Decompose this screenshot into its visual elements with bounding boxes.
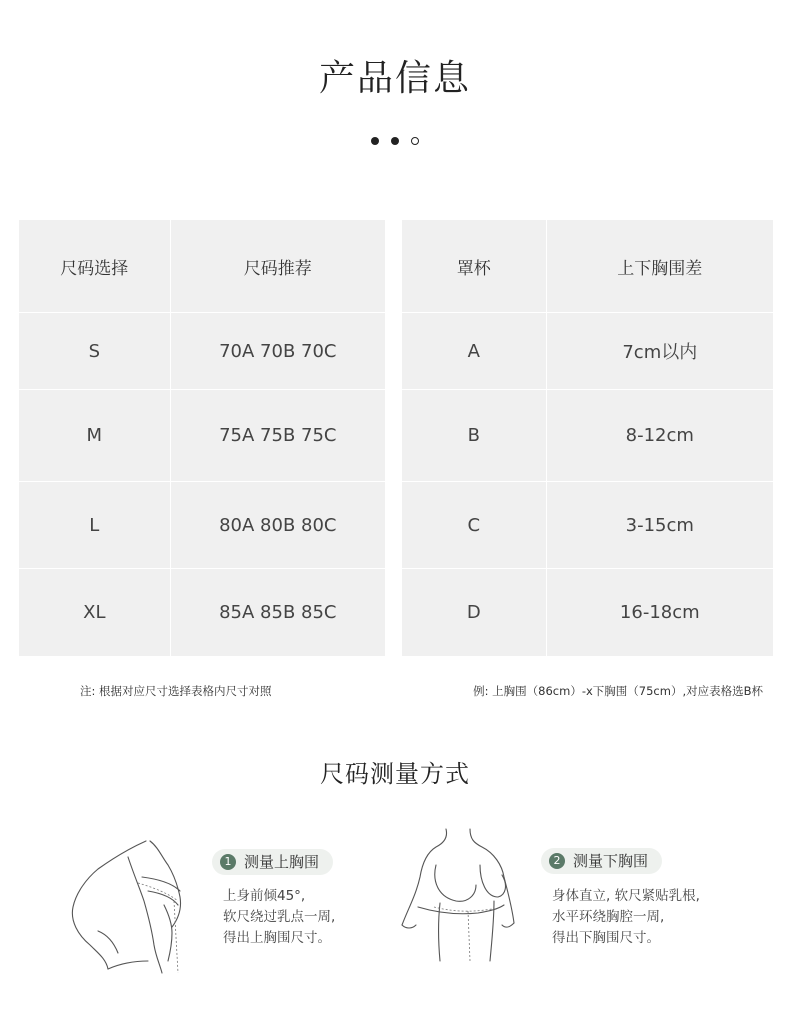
page-title: 产品信息 <box>318 58 471 99</box>
step-2-line: 身体直立, 软尺紧贴乳根, <box>552 888 700 904</box>
step-1-badge <box>212 849 333 875</box>
cup-cell: 3-15cm <box>546 482 773 569</box>
cup-table <box>401 219 774 657</box>
cup-cell: B <box>402 390 547 482</box>
step-2-line: 得出下胸围尺寸。 <box>552 930 660 946</box>
step-1-line: 上身前倾45°, <box>223 888 306 904</box>
size-cell: 75A 75B 75C <box>170 390 385 482</box>
size-header-2: 尺码推荐 <box>170 220 385 313</box>
size-cell: 70A 70B 70C <box>170 313 385 390</box>
dot-hollow <box>411 137 419 145</box>
note-right: 例: 上胸围（86cm）-x下胸围（75cm）,对应表格选B杯 <box>473 684 763 698</box>
size-cell: M <box>19 390 171 482</box>
step-2-description <box>552 886 700 949</box>
step-1-label: 测量上胸围 <box>244 853 320 871</box>
note-left: 注: 根据对应尺寸选择表格内尺寸对照 <box>80 684 272 698</box>
cup-cell: D <box>402 569 547 657</box>
size-cell: 85A 85B 85C <box>170 569 385 657</box>
step-1-number: 1 <box>220 854 236 870</box>
cup-header-2: 上下胸围差 <box>546 220 773 313</box>
measure-title: 尺码测量方式 <box>320 760 470 788</box>
cup-cell: C <box>402 482 547 569</box>
cup-header-1: 罩杯 <box>402 220 547 313</box>
step-2-badge <box>541 848 662 874</box>
upper-bust-illustration <box>68 835 198 975</box>
cup-cell: 7cm以内 <box>546 313 773 390</box>
step-1-line: 得出上胸围尺寸。 <box>223 930 331 946</box>
cup-cell: 16-18cm <box>546 569 773 657</box>
step-2-number: 2 <box>549 853 565 869</box>
step-1-description <box>223 886 335 949</box>
size-cell: XL <box>19 569 171 657</box>
carousel-dots <box>0 130 790 149</box>
step-1-line: 软尺绕过乳点一周, <box>223 909 336 925</box>
size-cell: S <box>19 313 171 390</box>
step-2-line: 水平环绕胸腔一周, <box>552 909 665 925</box>
step-2-label: 测量下胸围 <box>573 852 649 870</box>
size-cell: 80A 80B 80C <box>170 482 385 569</box>
dot-filled <box>371 137 379 145</box>
under-bust-illustration <box>398 825 528 965</box>
dot-filled <box>391 137 399 145</box>
size-table <box>18 219 386 657</box>
size-header-1: 尺码选择 <box>19 220 171 313</box>
cup-cell: 8-12cm <box>546 390 773 482</box>
size-cell: L <box>19 482 171 569</box>
cup-cell: A <box>402 313 547 390</box>
